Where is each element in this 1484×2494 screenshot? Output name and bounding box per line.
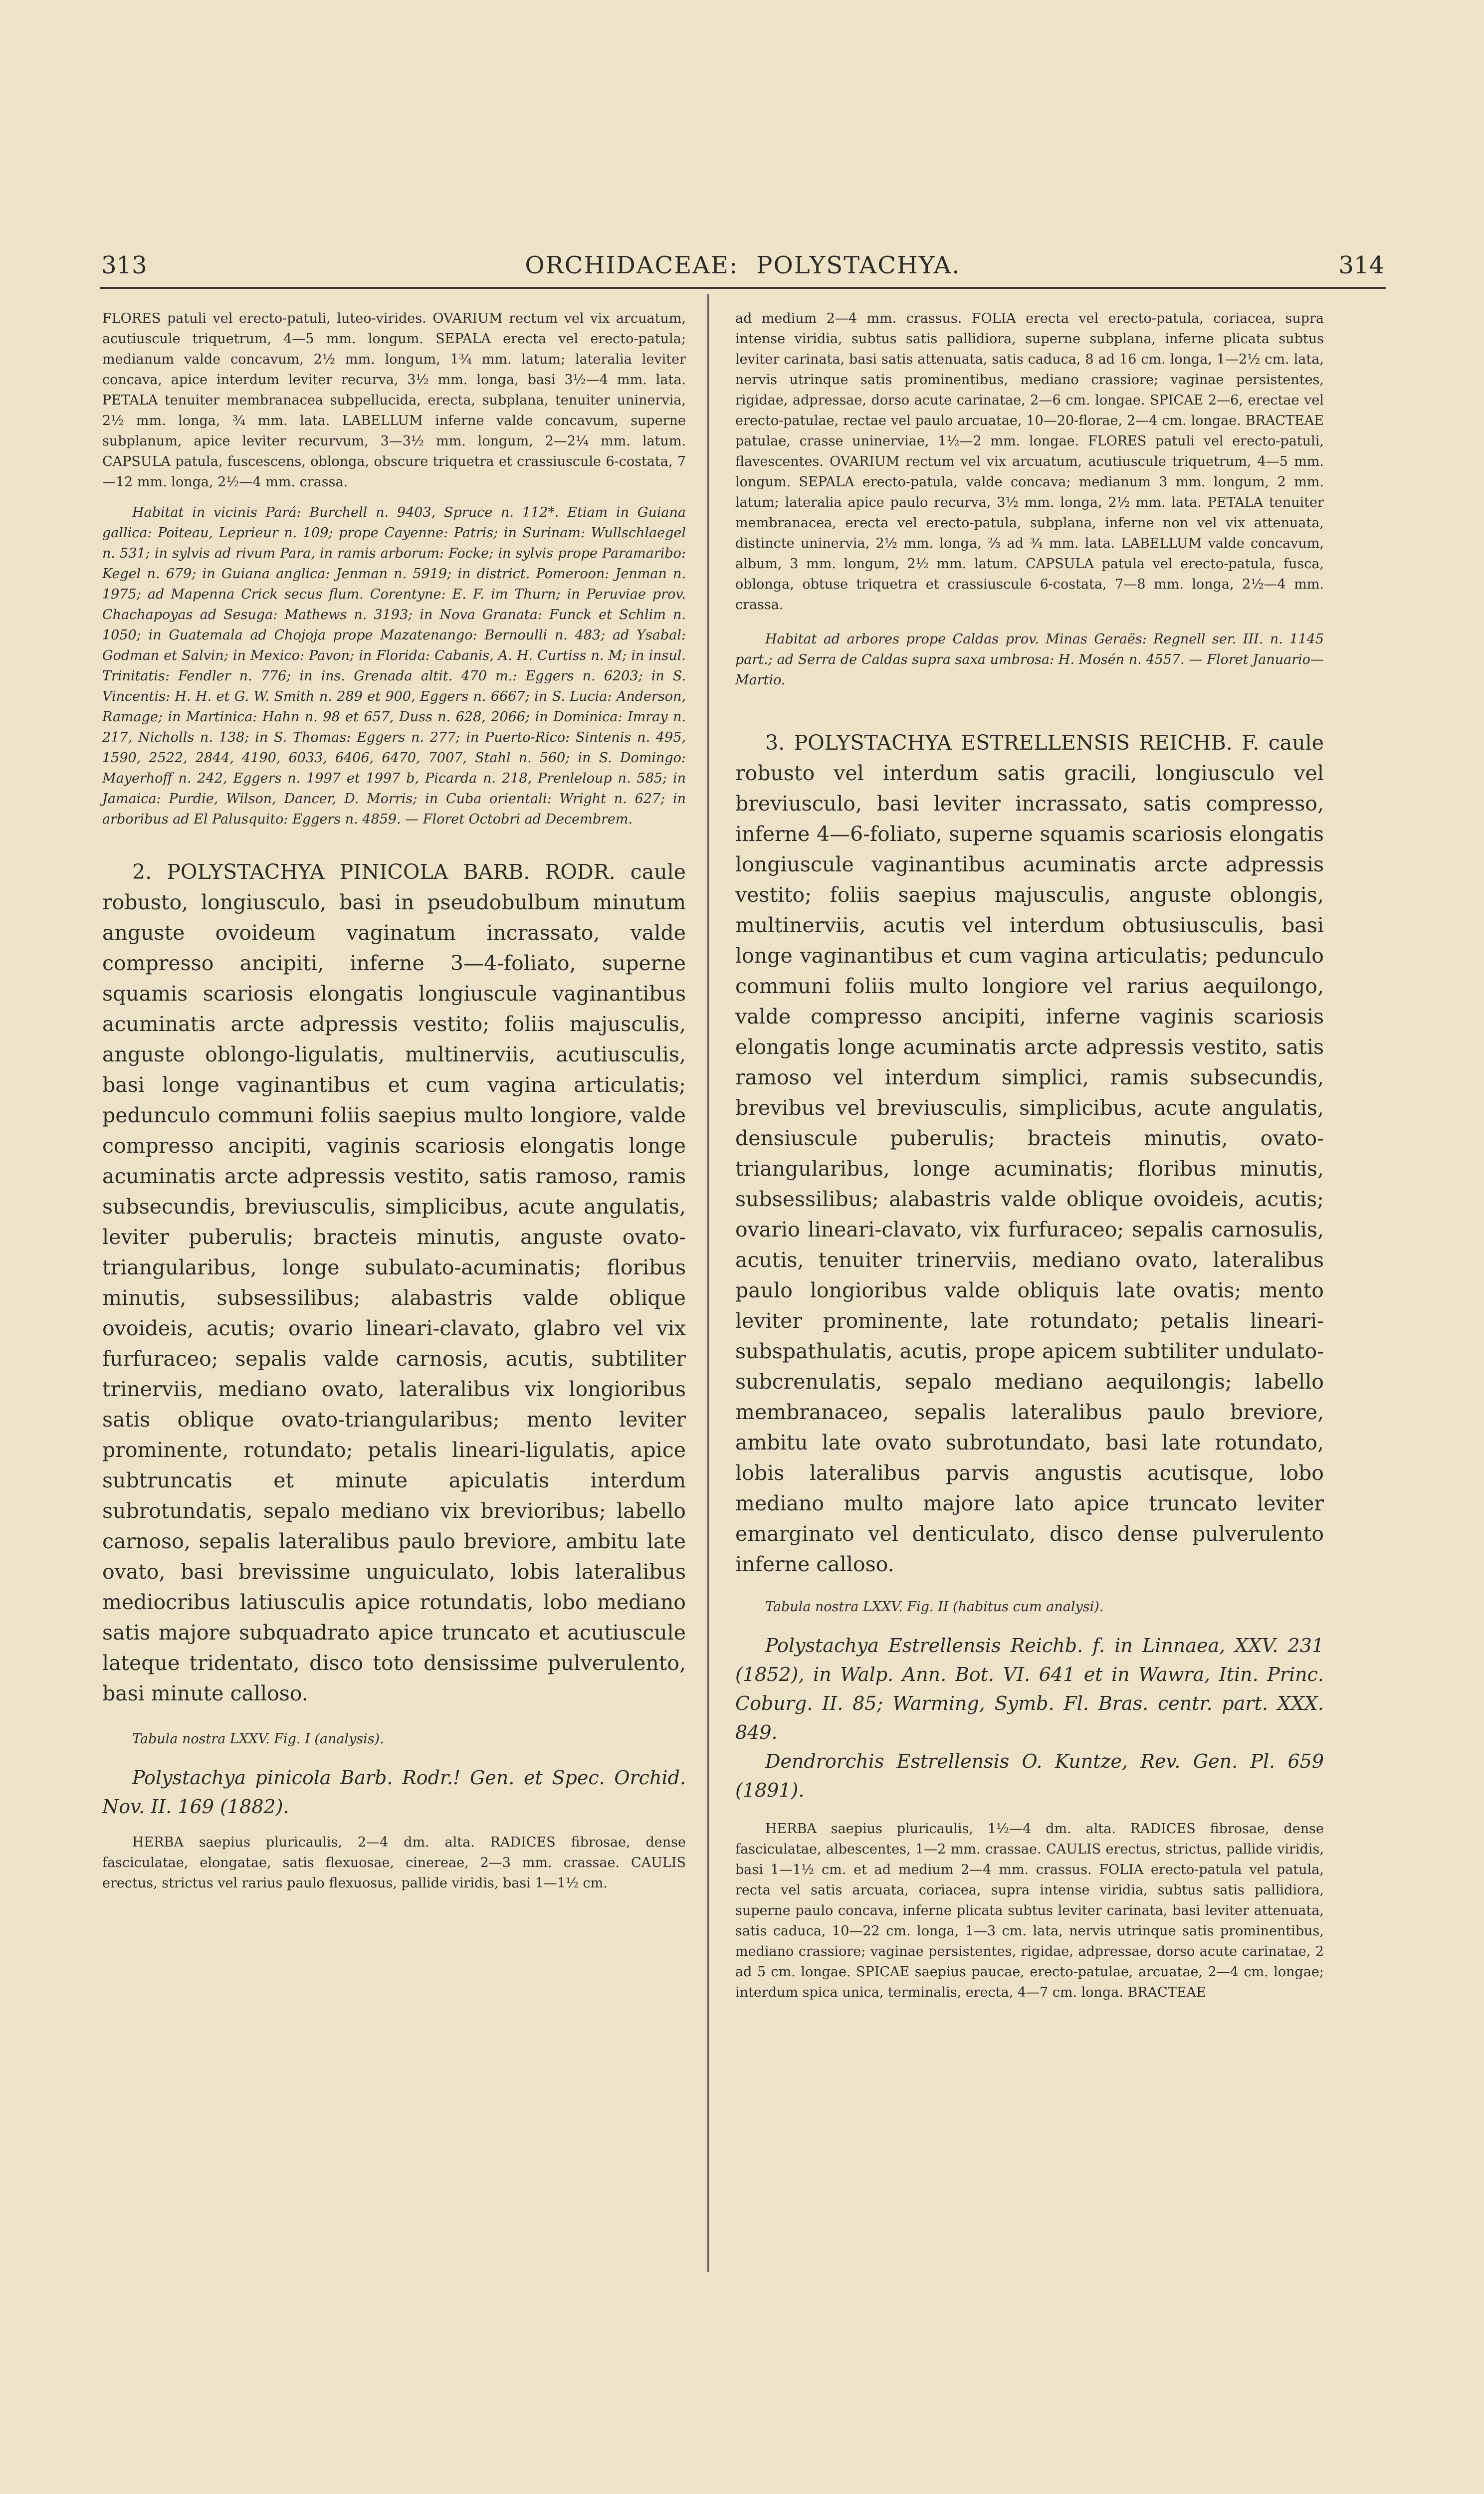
species-heading-3: 3. POLYSTACHYA ESTRELLENSIS REICHB. F. caule robusto vel interdum satis gracili, longiusculo vel breviusculo, basi leviter incrassato, satis compresso, inferne 4—6-foliato, superne squamis scariosis elongatis longiuscule vaginantibus acuminatis arcte adpressis vestito; foliis saepius majusculis, anguste oblongis, multinerviis, acutis vel interdum obtusiusculis, basi longe vaginantibus et cum vagina articulatis; pedunculo communi foliis multo longiore vel rarius aequilongo, valde compresso ancipiti, inferne vaginis scariosis elongatis longe acuminatis arcte adpressis vestito, satis ramoso vel interdum simplici, ramis subsecundis, brevibus vel breviusculis, simplicibus, acute angulatis, densiuscule puberulis; bracteis minutis, ovato-triangularibus, longe acuminatis; floribus minutis, subsessilibus; alabastris valde oblique ovoideis, acutis; ovario lineari-clavato, vix furfuraceo; sepalis carnosulis, acutis, tenuiter trinerviis, mediano ovato, lateralibus paulo longioribus valde obliquis late ovatis; mento leviter prominente, late rotundato; petalis lineari-subspathulatis, acutis, prope apicem subtiliter undulato-subcrenulatis, sepalo mediano aequilongis; labello membranaceo, sepalis lateralibus paulo breviore, ambitu late ovato subrotundato, basi late rotundato, lobis lateralibus parvis angustis acutisque, lobo mediano multo majore lato apice truncato leviter emarginato vel denticulato, disco dense pulverulento inferne calloso. — [735, 731, 1324, 1576]
running-title-left: ORCHIDACEAE: — [525, 251, 739, 279]
habitat-paragraph: Habitat in vicinis Pará: Burchell n. 9403, Spruce n. 112*. Etiam in Guiana gallica: Poiteau, Leprieur n. 109; prope Cayenne: Patris; in Surinam: Wullschlaegel n. 531; in sylvis ad rivum Para, in ramis arborum: Focke; in sylvis prope Paramaribo: Kegel n. 679; in Guiana anglica: Jenman n. 5919; in district. Pomeroon: Jenman n. 1975; ad Mapenna Crick secus flum. Corentyne: E. F. im Thurn; in Peruviae prov. Chachapoyas ad Sesuga: Mathews n. 3193; in Nova Granata: Funck et Schlim n. 1050; in Guatemala ad Chojoja prope Mazatenango: Bernoulli n. 483; ad Ysabal: Godman et Salvin; in Mexico: Pavon; in Florida: Cabanis, A. H. Curtiss n. M; in insul. Trinitatis: Fendler n. 776; in ins. Grenada altit. 470 m.: Eggers n. 6203; in S. Vincentis: H. H. et G. W. Smith n. 289 et 900, Eggers n. 6667; in S. Lucia: Anderson, Ramage; in Martinica: Hahn n. 98 et 657, Duss n. 628, 2066; in Dominica: Imray n. 217, Nicholls n. 138; in S. Thomas: Eggers n. 277; in Puerto-Rico: Sintenis n. 495, 1590, 2522, 2844, 4190, 6033, 6406, 6470, 7007, Stahl n. 560; in S. Domingo: Mayerhoff n. 242, Eggers n. 1997 et 1997 b, Picarda n. 218, Prenleloup n. 585; in Jamaica: Purdie, Wilson, Dancer, D. Morris; in Cuba orientali: Wright n. 627; in arboribus ad El Palusquito: Eggers n. 4859. — Floret Octobri ad Decembrem. — [102, 505, 686, 827]
left-column — [102, 308, 686, 1893]
species-description: HERBA saepius pluricaulis, 2—4 dm. alta. RADICES fibrosae, dense fasciculatae, elongatae, satis flexuosae, cinereae, 2—3 mm. crassae. CAULIS erectus, strictus vel rarius paulo flexuosus, pallide viridis, basi 1—1½ cm. — [102, 1835, 686, 1891]
literature-reference: Polystachya pinicola Barb. Rodr.! Gen. et Spec. Orchid. Nov. II. 169 (1882). — [102, 1767, 686, 1818]
description-continued: ad medium 2—4 mm. crassus. FOLIA erecta vel erecto-patula, coriacea, supra intense viridia, subtus satis pallidiora, superne subplana, inferne plicata subtus leviter carinata, basi satis attenuata, satis caduca, 8 ad 16 cm. longa, 1—2½ cm. lata, nervis utrinque satis prominentibus, mediano crassiore; vaginae persistentes, rigidae, adpressae, dorso acute carinatae, 2—6 cm. longae. SPICAE 2—6, erectae vel erecto-patulae, rectae vel paulo arcuatae, 10—20-florae, 2—4 cm. longae. BRACTEAE patulae, crasse uninerviae, 1½—2 mm. longae. FLORES patuli vel erecto-patuli, flavescentes. OVARIUM rectum vel vix arcuatum, acutiuscule triquetrum, 4—5 mm. longum. SEPALA erecto-patula, valde concava; medianum 3 mm. longum, 2 mm. latum; lateralia apice paulo recurva, 3½ mm. longa, 2½ mm. lata. PETALA tenuiter membranacea, erecta vel erecto-patula, subplana, inferne non vel vix attenuata, distincte uninervia, 2½ mm. longa, ⅔ ad ¾ mm. lata. LABELLUM valde concavum, album, 3 mm. longum, 2½ mm. latum. CAPSULA patula vel erecto-patula, fusca, oblonga, obtuse triquetra et crassiuscule 6-costata, 7—8 mm. longa, 2½—4 mm. crassa. — [735, 311, 1324, 613]
right-column — [735, 308, 1324, 2003]
tabula-reference: Tabula nostra LXXV. Fig. II (habitus cum analysi). — [765, 1599, 1104, 1615]
running-header — [101, 247, 1384, 287]
running-title — [101, 251, 1384, 279]
habitat-paragraph: Habitat ad arbores prope Caldas prov. Minas Geraës: Regnell ser. III. n. 1145 part.; ad Serra de Caldas supra saxa umbrosa: H. Mosén n. 4557. — Floret Januario—Martio. — [735, 631, 1324, 688]
column-divider — [707, 294, 709, 2272]
page-number-right: 314 — [1338, 251, 1384, 279]
tabula-reference: Tabula nostra LXXV. Fig. I (analysis). — [132, 1731, 384, 1747]
synonym-reference: Dendrorchis Estrellensis O. Kuntze, Rev. Gen. Pl. 659 (1891). — [735, 1750, 1324, 1801]
running-title-right: POLYSTACHYA. — [756, 251, 961, 279]
species-heading-2: 2. POLYSTACHYA PINICOLA BARB. RODR. caule robusto, longiusculo, basi in pseudobulbum minutum anguste ovoideum vaginatum incrassato, valde compresso ancipiti, inferne 3—4-foliato, superne squamis scariosis elongatis longiuscule vaginantibus acuminatis arcte adpressis vestito; foliis majusculis, anguste oblongo-ligulatis, multinerviis, acutiusculis, basi longe vaginantibus et cum vagina articulatis; pedunculo communi foliis saepius multo longiore, valde compresso ancipiti, vaginis scariosis elongatis longe acuminatis arcte adpressis vestito, satis ramoso, ramis subsecundis, breviusculis, simplicibus, acute angulatis, leviter puberulis; bracteis minutis, anguste ovato-triangularibus, longe subulato-acuminatis; floribus minutis, subsessilibus; alabastris valde oblique ovoideis, acutis; ovario lineari-clavato, glabro vel vix furfuraceo; sepalis valde carnosis, acutis, subtiliter trinerviis, mediano ovato, lateralibus vix longioribus satis oblique ovato-triangularibus; mento leviter prominente, rotundato; petalis lineari-ligulatis, apice subtruncatis et minute apiculatis interdum subrotundatis, sepalo mediano vix brevioribus; labello carnoso, sepalis lateralibus paulo breviore, ambitu late ovato, basi brevissime unguiculato, lobis lateralibus mediocribus latiusculis apice rotundatis, lobo mediano satis majore subquadrato apice truncato et acutiuscule lateque tridentato, disco toto densissime pulverulento, basi minute calloso. — [102, 860, 686, 1705]
literature-reference: Polystachya Estrellensis Reichb. f. in Linnaea, XXV. 231 (1852), in Walp. Ann. Bot. VI. 641 et in Wawra, Itin. Princ. Coburg. II. 85; Warming, Symb. Fl. Bras. centr. part. XXX. 849. — [735, 1635, 1324, 1743]
page-number-left: 313 — [101, 251, 147, 279]
header-rule — [100, 287, 1386, 289]
description-continued: FLORES patuli vel erecto-patuli, luteo-virides. OVARIUM rectum vel vix arcuatum, acutiuscule triquetrum, 4—5 mm. longum. SEPALA erecta vel erecto-patula; medianum valde concavum, 2½ mm. longum, 1¾ mm. latum; lateralia leviter concava, apice interdum leviter recurva, 3½ mm. longa, basi 3½—4 mm. lata. PETALA tenuiter membranacea subpellucida, erecta, subplana, tenuiter uninervia, 2½ mm. longa, ¾ mm. lata. LABELLUM inferne valde concavum, superne subplanum, apice leviter recurvum, 3—3½ mm. longum, 2—2¼ mm. latum. CAPSULA patula, fuscescens, oblonga, obscure triquetra et crassiuscule 6-costata, 7—12 mm. longa, 2½—4 mm. crassa. — [102, 311, 686, 490]
species-description: HERBA saepius pluricaulis, 1½—4 dm. alta. RADICES fibrosae, dense fasciculatae, albescentes, 1—2 mm. crassae. CAULIS erectus, strictus, pallide viridis, basi 1—1½ cm. et ad medium 2—4 mm. crassus. FOLIA erecto-patula vel patula, recta vel satis arcuata, coriacea, supra intense viridia, subtus satis pallidiora, superne paulo concava, inferne plicata subtus leviter carinata, basi leviter attenuata, satis caduca, 10—22 cm. longa, 1—3 cm. lata, nervis utrinque satis prominentibus, mediano crassiore; vaginae persistentes, rigidae, adpressae, dorso acute carinatae, 2 ad 5 cm. longae. SPICAE saepius paucae, erecto-patulae, arcuatae, 2—4 cm. longae; interdum spica unica, terminalis, erecta, 4—7 cm. longa. BRACTEAE — [735, 1821, 1324, 2000]
